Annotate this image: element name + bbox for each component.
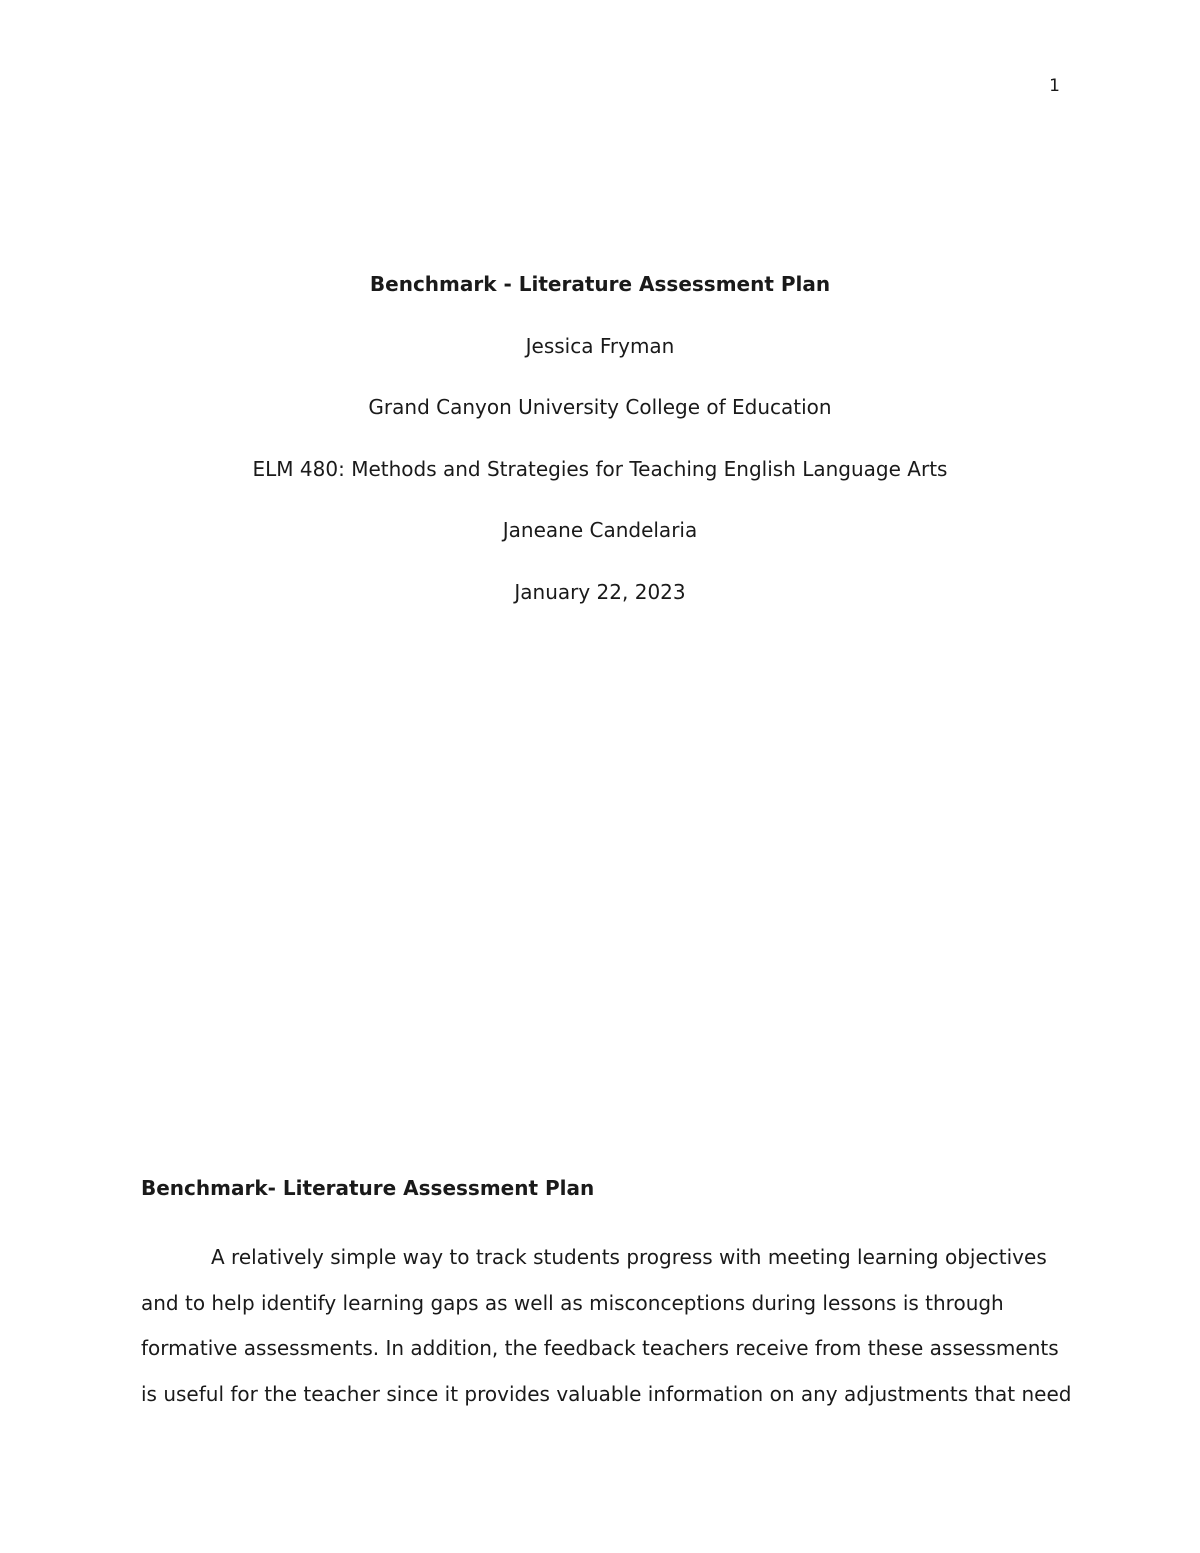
body-paragraph [141,1235,1072,1417]
author-name: Jessica Fryman [525,333,675,358]
institution-name: Grand Canyon University College of Education [368,395,832,419]
page-number: 1 [1049,76,1060,96]
paragraph-line: formative assessments. In addition, the feedback teachers receive from these assessments [141,1336,1059,1360]
section-heading: Benchmark- Literature Assessment Plan [141,1176,595,1200]
body-section [141,1174,1072,1417]
course-name: ELM 480: Methods and Strategies for Teaching English Language Arts [252,456,948,481]
instructor-name: Janeane Candelaria [502,518,698,542]
document-title: Benchmark - Literature Assessment Plan [369,272,831,296]
paragraph-line: is useful for the teacher since it provides valuable information on any adjustments that need [141,1381,1072,1406]
paragraph-line: and to help identify learning gaps as well as misconceptions during lessons is through [141,1290,1004,1315]
paragraph-line: A relatively simple way to track students progress with meeting learning objectives [211,1245,1047,1269]
title-page-block [0,270,1200,639]
document-date: January 22, 2023 [514,579,686,604]
